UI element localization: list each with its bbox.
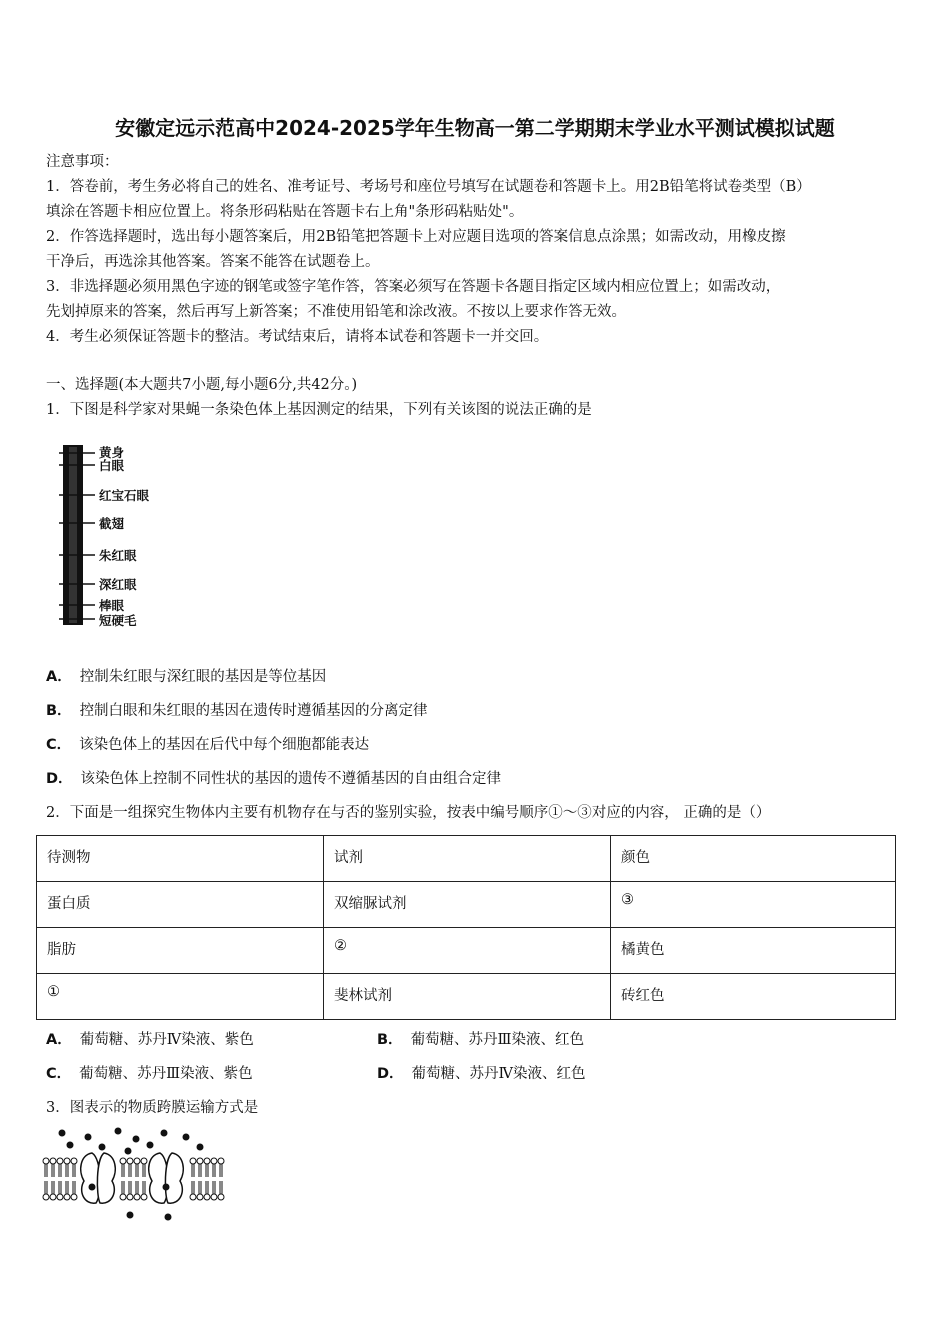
lipid-head: [141, 1158, 147, 1164]
q1-option-c[interactable]: [46, 734, 369, 756]
option-label: C．: [46, 1066, 72, 1082]
lipid-bilayer: [43, 1158, 224, 1200]
lipid-head: [120, 1158, 126, 1164]
q2-option-b[interactable]: [377, 1029, 584, 1051]
notes-section: [46, 150, 906, 350]
option-text: 葡萄糖、苏丹Ⅳ染液、红色: [411, 1066, 586, 1082]
lipid-tail: [213, 1181, 215, 1194]
table-cell: ①: [37, 974, 324, 1020]
carrier-protein-right: [149, 1153, 184, 1203]
gene-label: 深红眼: [99, 577, 137, 592]
option-text: 葡萄糖、苏丹Ⅲ染液、红色: [410, 1032, 585, 1048]
lipid-head: [190, 1158, 196, 1164]
q1-option-a[interactable]: [46, 666, 326, 688]
lipid-tail: [136, 1164, 138, 1177]
lipid-head: [64, 1158, 70, 1164]
table-cell: ③: [611, 882, 896, 928]
chromosome-gene-map: [55, 435, 195, 635]
lipid-tail: [122, 1164, 124, 1177]
lipid-tail: [199, 1181, 201, 1194]
option-label: B．: [377, 1032, 403, 1048]
lipid-head: [64, 1194, 70, 1200]
lipid-tail: [192, 1181, 194, 1194]
lipid-head: [127, 1158, 133, 1164]
lipid-tail: [52, 1164, 54, 1177]
lipid-tail: [220, 1181, 222, 1194]
lipid-tail: [213, 1164, 215, 1177]
lipid-tail: [143, 1164, 145, 1177]
q2-option-a[interactable]: [46, 1029, 254, 1051]
lipid-head: [141, 1194, 147, 1200]
notes-line: 先划掉原来的答案，然后再写上新答案；不准使用铅笔和涂改液。不按以上要求作答无效。: [46, 304, 626, 320]
lipid-head: [134, 1194, 140, 1200]
option-label: A．: [46, 1032, 72, 1048]
lipid-head: [43, 1158, 49, 1164]
q1-option-d[interactable]: [46, 768, 501, 790]
gene-label: 白眼: [99, 458, 125, 473]
notes-line: 3．非选择题必须用黑色字迹的钢笔或签字笔作答，答案必须写在答题卡各题目指定区域内相应位置上；如需改动，: [46, 279, 781, 295]
lipid-tail: [122, 1181, 124, 1194]
table-cell: 橘黄色: [611, 928, 896, 974]
option-text: 葡萄糖、苏丹Ⅳ染液、紫色: [79, 1032, 254, 1048]
page-title: 安徽定远示范高中2024-2025学年生物高一第二学期期末学业水平测试模拟试题: [115, 116, 835, 140]
table-cell: 试剂: [324, 836, 611, 882]
gene-label: 短硬毛: [99, 613, 137, 628]
lipid-head: [190, 1194, 196, 1200]
table-row: [37, 974, 896, 1020]
q1-stem: 1．下图是科学家对果蝇一条染色体上基因测定的结果，下列有关该图的说法正确的是: [46, 402, 592, 418]
lipid-tail: [192, 1164, 194, 1177]
membrane-transport-figure: [40, 1125, 230, 1225]
lipid-head: [204, 1194, 210, 1200]
option-label: B．: [46, 703, 72, 719]
lipid-head: [71, 1194, 77, 1200]
lipid-tail: [66, 1164, 68, 1177]
notes-line: 填涂在答题卡相应位置上。将条形码粘贴在答题卡右上角"条形码粘贴处"。: [46, 204, 524, 220]
option-text: 该染色体上控制不同性状的基因的遗传不遵循基因的自由组合定律: [80, 771, 502, 787]
lipid-tail: [45, 1181, 47, 1194]
option-text: 该染色体上的基因在后代中每个细胞都能表达: [79, 737, 370, 753]
option-label: D．: [46, 771, 73, 787]
lipid-head: [134, 1158, 140, 1164]
lipid-tail: [129, 1181, 131, 1194]
lipid-tail: [73, 1164, 75, 1177]
q1-option-b[interactable]: [46, 700, 428, 722]
table-cell: 脂肪: [37, 928, 324, 974]
lipid-head: [43, 1194, 49, 1200]
lipid-head: [218, 1194, 224, 1200]
option-label: A．: [46, 669, 72, 685]
option-label: C．: [46, 737, 72, 753]
notes-line: 2．作答选择题时，选出每小题答案后，用2B铅笔把答题卡上对应题目选项的答案信息点涂黑；如需改动，用橡皮擦: [46, 229, 786, 245]
lipid-head: [71, 1158, 77, 1164]
lipid-tail: [206, 1181, 208, 1194]
gene-label: 棒眼: [99, 598, 125, 613]
gene-label: 红宝石眼: [99, 488, 150, 503]
table-cell: 待测物: [37, 836, 324, 882]
lipid-tail: [220, 1164, 222, 1177]
lipid-tail: [59, 1164, 61, 1177]
lipid-head: [57, 1158, 63, 1164]
gene-label: 黄身: [99, 445, 125, 460]
notes-line: 1．答卷前，考生务必将自己的姓名、准考证号、考场号和座位号填写在试题卷和答题卡上。用2B铅笔将试卷类型（B）: [46, 179, 811, 195]
lipid-head: [204, 1158, 210, 1164]
lipid-tail: [199, 1164, 201, 1177]
section-heading: 一、选择题(本大题共7小题,每小题6分,共42分。): [46, 377, 358, 393]
gene-label: 截翅: [99, 516, 125, 531]
q2-option-c[interactable]: [46, 1063, 253, 1085]
gene-label: 朱红眼: [99, 548, 137, 563]
table-cell: 斐林试剂: [324, 974, 611, 1020]
lipid-tail: [59, 1181, 61, 1194]
q2-table: [36, 835, 896, 1020]
table-row: [37, 836, 896, 882]
option-text: 控制白眼和朱红眼的基因在遗传时遵循基因的分离定律: [79, 703, 428, 719]
carrier-protein-left: [81, 1153, 116, 1203]
q2-stem: 2．下面是一组探究生物体内主要有机物存在与否的鉴别实验，按表中编号顺序①～③对应的内容， 正确的是（）: [46, 805, 771, 821]
table-cell: ②: [324, 928, 611, 974]
lipid-head: [120, 1194, 126, 1200]
lipid-tail: [206, 1164, 208, 1177]
table-cell: 颜色: [611, 836, 896, 882]
table-row: [37, 928, 896, 974]
lipid-head: [57, 1194, 63, 1200]
notes-line: 4．考生必须保证答题卡的整洁。考试结束后，请将本试卷和答题卡一并交回。: [46, 329, 549, 345]
lipid-tail: [52, 1181, 54, 1194]
notes-line: 干净后，再选涂其他答案。答案不能答在试题卷上。: [46, 254, 380, 270]
table-cell: 双缩脲试剂: [324, 882, 611, 928]
lipid-head: [50, 1158, 56, 1164]
table-cell: 蛋白质: [37, 882, 324, 928]
q2-option-d[interactable]: [377, 1063, 586, 1085]
q3-stem: 3．图表示的物质跨膜运输方式是: [46, 1100, 259, 1116]
option-text: 控制朱红眼与深红眼的基因是等位基因: [79, 669, 327, 685]
lipid-head: [127, 1194, 133, 1200]
lipid-tail: [73, 1181, 75, 1194]
option-text: 葡萄糖、苏丹Ⅲ染液、紫色: [79, 1066, 253, 1082]
lipid-head: [211, 1158, 217, 1164]
lipid-head: [218, 1158, 224, 1164]
lipid-head: [197, 1194, 203, 1200]
lipid-tail: [45, 1164, 47, 1177]
table-cell: 砖红色: [611, 974, 896, 1020]
notes-heading: 注意事项：: [46, 154, 119, 170]
lipid-head: [211, 1194, 217, 1200]
lipid-tail: [136, 1181, 138, 1194]
lipid-head: [197, 1158, 203, 1164]
lipid-tail: [66, 1181, 68, 1194]
lipid-tail: [143, 1181, 145, 1194]
table-row: [37, 882, 896, 928]
lipid-tail: [129, 1164, 131, 1177]
lipid-head: [50, 1194, 56, 1200]
option-label: D．: [377, 1066, 404, 1082]
